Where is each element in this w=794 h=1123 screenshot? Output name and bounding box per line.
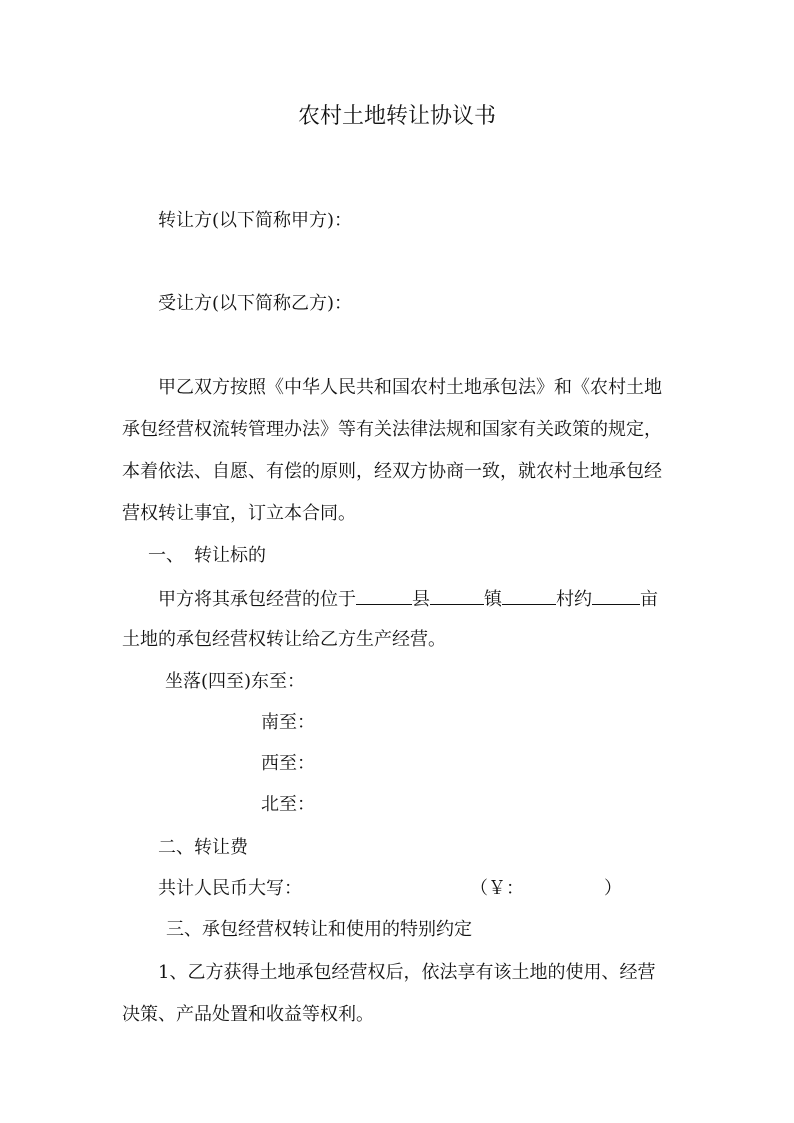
section3-heading: 三、承包经营权转让和使用的特别约定 — [166, 919, 472, 940]
amount-rmb: （￥： — [470, 878, 524, 899]
intro-line-3: 本着依法、自愿、有偿的原则，经双方协商一致，就农村土地承包经 — [122, 461, 662, 482]
county-blank[interactable] — [356, 586, 412, 605]
section1-heading: 转让标的 — [194, 545, 266, 566]
village-label: 村约 — [556, 589, 592, 610]
town-blank[interactable] — [430, 586, 484, 605]
boundary-south: 南至： — [261, 712, 315, 733]
document-title: 农村土地转让协议书 — [297, 104, 496, 129]
village-blank[interactable] — [502, 586, 556, 605]
clause1-line-2: 决策、产品处置和收益等权利。 — [122, 1004, 374, 1025]
mu-label: 亩 — [640, 589, 658, 610]
party-a-label: 转让方(以下简称甲方)： — [158, 210, 353, 231]
area-blank[interactable] — [592, 586, 640, 605]
amount-close: ） — [604, 878, 622, 899]
transfer-line: 土地的承包经营权转让给乙方生产经营。 — [122, 629, 446, 650]
amount-label: 共计人民币大写： — [158, 878, 302, 899]
clause1-line-1: 1、乙方获得土地承包经营权后，依法享有该土地的使用、经营 — [158, 962, 656, 983]
land-location-line — [158, 586, 658, 612]
boundary-north: 北至： — [261, 794, 315, 815]
section1-number: 一、 — [148, 545, 184, 566]
intro-line-2: 承包经营权流转管理办法》等有关法律法规和国家有关政策的规定， — [122, 419, 662, 440]
intro-line-1: 甲乙双方按照《中华人民共和国农村土地承包法》和《农村土地 — [158, 377, 662, 398]
boundary-east: 坐落(四至)东至： — [165, 671, 306, 692]
county-label: 县 — [412, 589, 430, 610]
section2-heading: 二、转让费 — [158, 837, 248, 858]
location-prefix: 甲方将其承包经营的位于 — [158, 589, 356, 610]
town-label: 镇 — [484, 589, 502, 610]
boundary-west: 西至： — [261, 753, 315, 774]
intro-line-4: 营权转让事宜，订立本合同。 — [122, 503, 356, 524]
party-b-label: 受让方(以下简称乙方)： — [158, 293, 353, 314]
